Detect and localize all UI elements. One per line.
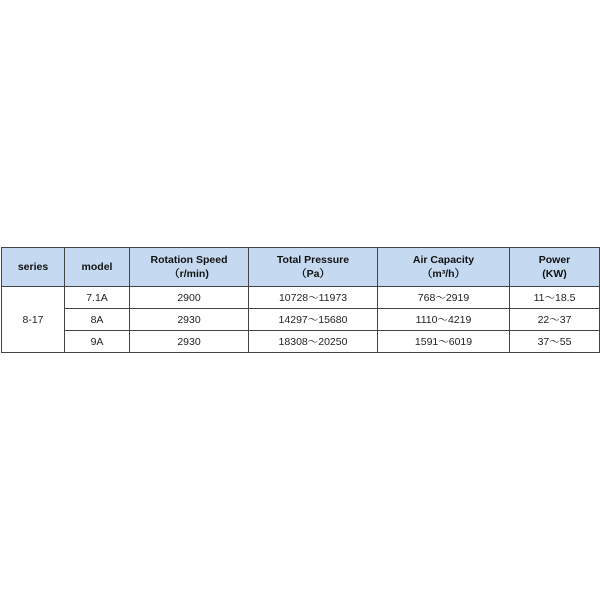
spec-table-container	[1, 247, 599, 353]
rotation-speed-cell: 2930	[130, 331, 249, 353]
header-rotation-speed-unit: （r/min)	[169, 268, 209, 280]
series-cell: 8-17	[2, 287, 65, 353]
header-total-pressure-unit: （Pa）	[296, 268, 330, 280]
header-series	[2, 248, 65, 287]
rotation-speed-cell: 2930	[130, 309, 249, 331]
model-cell: 8A	[65, 309, 130, 331]
total-pressure-cell: 18308～20250	[249, 331, 378, 353]
power-cell: 37～55	[510, 331, 600, 353]
header-air-capacity	[378, 248, 510, 287]
header-power	[510, 248, 600, 287]
total-pressure-cell: 14297～15680	[249, 309, 378, 331]
header-rotation-speed-label: Rotation Speed	[150, 254, 228, 266]
spec-table	[1, 247, 600, 353]
air-capacity-cell: 1591～6019	[378, 331, 510, 353]
table-row	[2, 287, 600, 309]
air-capacity-cell: 768～2919	[378, 287, 510, 309]
air-capacity-cell: 1110～4219	[378, 309, 510, 331]
header-model-label: model	[81, 261, 113, 273]
table-row	[2, 331, 600, 353]
header-power-unit: (KW)	[542, 268, 567, 280]
total-pressure-cell: 10728～11973	[249, 287, 378, 309]
table-row	[2, 309, 600, 331]
header-power-label: Power	[538, 254, 571, 266]
header-total-pressure	[249, 248, 378, 287]
header-air-capacity-unit: （m³/h）	[421, 268, 466, 280]
power-cell: 11～18.5	[510, 287, 600, 309]
header-air-capacity-label: Air Capacity	[412, 254, 475, 266]
header-rotation-speed	[130, 248, 249, 287]
rotation-speed-cell: 2900	[130, 287, 249, 309]
model-cell: 9A	[65, 331, 130, 353]
model-cell: 7.1A	[65, 287, 130, 309]
header-series-label: series	[17, 261, 49, 273]
header-total-pressure-label: Total Pressure	[276, 254, 350, 266]
power-cell: 22～37	[510, 309, 600, 331]
header-model	[65, 248, 130, 287]
header-row	[2, 248, 600, 287]
